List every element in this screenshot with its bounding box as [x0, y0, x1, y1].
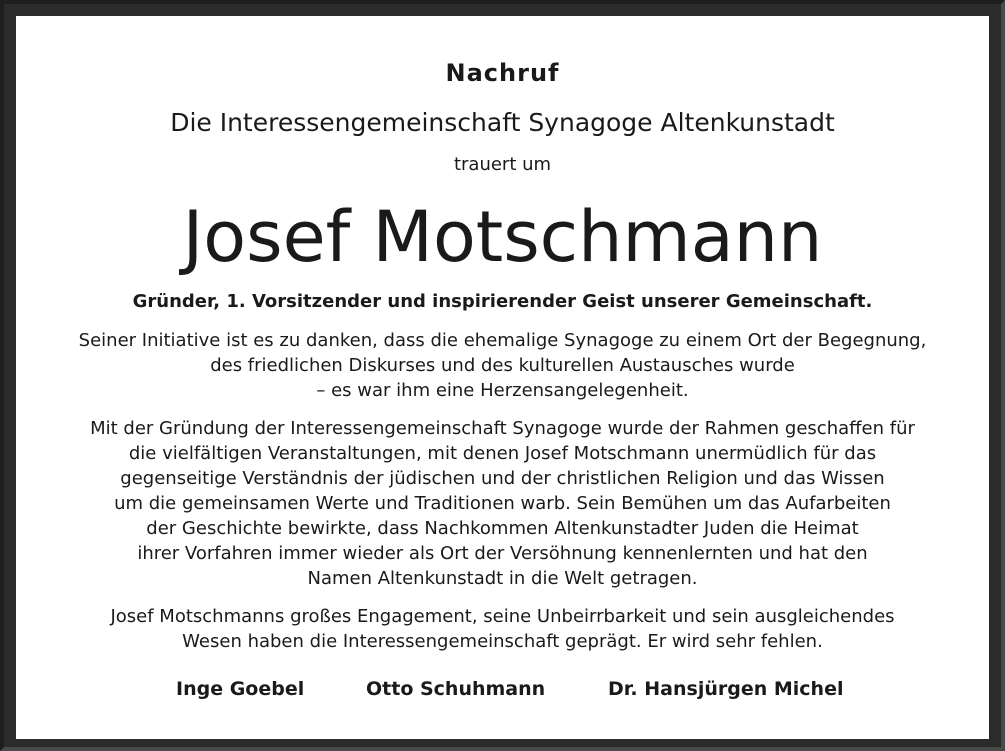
paragraph-line: um die gemeinsamen Werte und Traditionen warb. Sein Bemühen um das Aufarbeiten: [114, 493, 891, 514]
paragraph-line: Josef Motschmanns großes Engagement, seine Unbeirrbarkeit und sein ausgleichendes: [110, 606, 895, 627]
paragraph-line: des friedlichen Diskurses und des kulturellen Austausches wurde: [210, 355, 795, 376]
paragraph-line: – es war ihm eine Herzensangelegenheit.: [316, 380, 689, 401]
organization-name: Die Interessengemeinschaft Synagoge Altenkunstadt: [170, 108, 835, 137]
paragraph-line: Namen Altenkunstadt in die Welt getragen.: [307, 568, 698, 589]
signatory-name: Inge Goebel: [176, 678, 305, 700]
paragraph-line: der Geschichte bewirkte, dass Nachkommen Altenkunstadter Juden die Heimat: [146, 518, 859, 539]
signatory-name: Dr. Hansjürgen Michel: [608, 678, 844, 700]
deceased-name: Josef Motschmann: [182, 196, 823, 278]
paragraph-line: gegenseitige Verständnis der jüdischen und der christlichen Religion und das Wissen: [120, 468, 885, 489]
paragraph-line: ihrer Vorfahren immer wieder als Ort der Versöhnung kennenlernten und hat den: [137, 543, 868, 564]
deceased-role: Gründer, 1. Vorsitzender und inspirierender Geist unserer Gemeinschaft.: [132, 291, 873, 312]
paragraph-line: Wesen haben die Interessengemeinschaft geprägt. Er wird sehr fehlen.: [182, 631, 823, 652]
paragraph-founding: [46, 416, 959, 591]
paragraph-line: Mit der Gründung der Interessengemeinschaft Synagoge wurde der Rahmen geschaffen für: [90, 418, 915, 439]
paragraph-initiative: [46, 328, 959, 403]
paragraph-line: die vielfältigen Veranstaltungen, mit denen Josef Motschmann unermüdlich für das: [128, 443, 877, 464]
mourns-line: trauert um: [453, 154, 552, 175]
obituary-notice: [16, 16, 989, 739]
paragraph-engagement: [46, 604, 959, 654]
signatory-name: Otto Schuhmann: [366, 678, 546, 700]
paragraph-line: Seiner Initiative ist es zu danken, dass die ehemalige Synagoge zu einem Ort der Begegnung,: [78, 330, 927, 351]
notice-title: Nachruf: [445, 59, 560, 87]
